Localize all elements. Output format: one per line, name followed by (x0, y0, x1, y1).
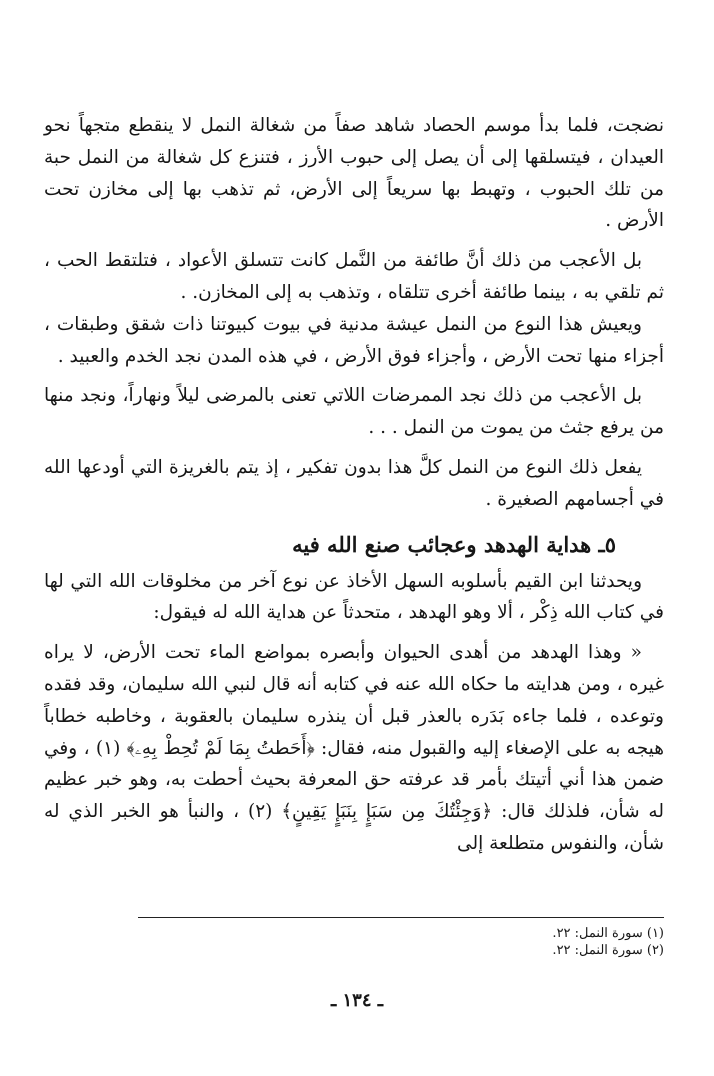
paragraph-harvest-ants: نضجت، فلما بدأ موسم الحصاد شاهد صفاً من شغالة النمل لا ينقطع متجهاً نحو العيدان ، فيتسلقها إلى أن يصل إلى حبوب الأرز ، فتنزع كل شغالة من النمل حبة من تلك الحبوب ، وتهبط بها سريعاً إلى الأرض، ثم تذهب بها إلى مخازن تحت الأرض . (44, 115, 664, 232)
paragraph-ants-civic-life: ويعيش هذا النوع من النمل عيشة مدنية في بيوت كبيوتنا ذات شقق وطبقات ، أجزاء منها تحت الأرض ، وأجزاء فوق الأرض ، في هذه المدن نجد الخدم والعبيد . (44, 313, 664, 367)
paragraph-hoopoe-quote: « وهذا الهدهد من أهدى الحيوان وأبصره بمواضع الماء تحت الأرض، لا يراه غيره ، ومن هدايته ما حكاه الله عنه في كتابه أنه قال لنبي الله سليمان، وقد فقده وتوعده ، فلما جاءه بَدَره بالعذر قبل أن ينذره سليمان بالعقوبة ، وخاطبه خطاباً هيجه به على الإصغاء إليه والقبول منه، فقال: ﴿أَحَطتُ بِمَا لَمْ تُحِطْ بِهِۦ﴾ (١) ، وفي ضمن هذا أني أتيتك بأمر قد عرفته حق المعرفة بحيث أحطت به، وهو خبر عظيم له شأن، فلذلك قال: ﴿وَجِئْتُكَ مِن سَبَإٍ بِنَبَإٍ يَقِينٍ﴾ (٢) ، والنبأ هو الخبر الذي له شأن، والنفوس متطلعة إلى (44, 642, 664, 854)
paragraph-ants-nurses: بل الأعجب من ذلك نجد الممرضات اللاتي تعنى بالمرضى ليلاً ونهاراً، ونجد منها من يرفع جثث من يموت من النمل . . . (44, 385, 664, 439)
page-body (44, 110, 664, 860)
footnote-1: (١) سورة النمل: ٢٢. (552, 926, 664, 941)
paragraph-ants-passing-grain: بل الأعجب من ذلك أنَّ طائفة من النَّمل كانت تتسلق الأعواد ، فتلتقط الحب ، ثم تلقي به ، بينما طائفة أخرى تتلقاه ، وتذهب به إلى المخازن. . (44, 250, 664, 303)
paragraph-intro-ibn-qayyim: ويحدثنا ابن القيم بأسلوبه السهل الأخاذ عن نوع آخر من مخلوقات الله التي لها في كتاب الله ذِكْر ، ألا وهو الهدهد ، متحدثاً عن هداية الله له فيقول: (44, 570, 664, 624)
page-number: ـ ١٣٤ ـ (330, 990, 384, 1011)
footnote-2: (٢) سورة النمل: ٢٢. (552, 943, 664, 958)
footnote-divider (138, 917, 664, 918)
paragraph-ants-instinct: يفعل ذلك النوع من النمل كلَّ هذا بدون تفكير ، إذ يتم بالغريزة التي أودعها الله في أجسامهم الصغيرة . (44, 456, 664, 510)
section-heading: ٥ـ هداية الهدهد وعجائب صنع الله فيه (292, 531, 616, 557)
footnotes (552, 925, 664, 959)
